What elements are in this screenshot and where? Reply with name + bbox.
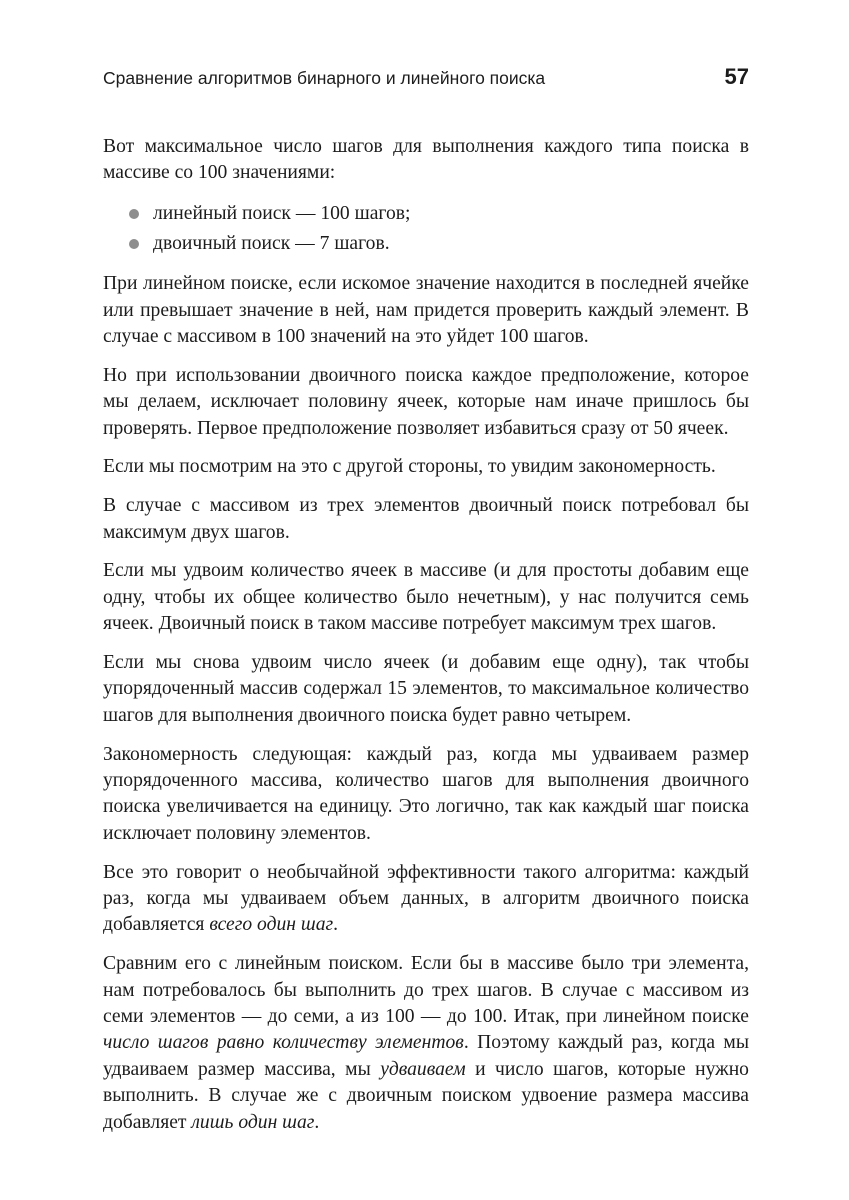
paragraph-double-again: Если мы снова удвоим число ячеек (и добавим еще одну), так чтобы упорядоченный массив содержал 15 элементов, то максимальное количество шагов для выполнения двоичного поиска будет равно четырем. (103, 652, 749, 726)
paragraph-compare (103, 951, 749, 1136)
list-item-text: двоичный поиск — 7 шагов. (153, 233, 390, 255)
chapter-title: Сравнение алгоритмов бинарного и линейного поиска (103, 68, 546, 88)
emphasis-text: удваиваем (380, 1058, 466, 1080)
paragraph-efficiency (103, 860, 749, 939)
body-text (103, 134, 749, 1149)
paragraph-double-cells: Если мы удвоим количество ячеек в массиве (и для простоты добавим еще одну, чтобы их общее количество было нечетным), у нас получится семь ячеек. Двоичный поиск в таком массиве потребует максимум трех шагов. (103, 560, 749, 635)
paragraph-pattern: Закономерность следующая: каждый раз, когда мы удваиваем размер упорядоченного массива, количество шагов для выполнения двоичного поиска увеличивается на единицу. Это логично, так как каждый шаг поиска исключает половину элементов. (103, 743, 749, 844)
bullet-icon (129, 209, 139, 219)
bullet-icon (129, 239, 139, 249)
text-run: . (333, 914, 339, 936)
paragraph-three-elements: В случае с массивом из трех элементов двоичный поиск потребовал бы максимум двух шагов. (103, 495, 749, 543)
list-item (103, 229, 749, 259)
paragraph-intro: Вот максимальное число шагов для выполнения каждого типа поиска в массиве со 100 значениями: (103, 136, 749, 184)
paragraph-linear-search: При линейном поиске, если искомое значение находится в последней ячейке или превышает значение в ней, нам придется проверить каждый элемент. В случае с массивом в 100 значений на это уйдет 100 шагов. (103, 273, 749, 348)
paragraph-other-side: Если мы посмотрим на это с другой стороны, то увидим закономерность. (103, 456, 716, 478)
list-item-text: линейный поиск — 100 шагов; (153, 203, 411, 225)
text-run: Все это говорит о необычайной эффективности такого алгоритма: каждый раз, когда мы удваиваем объем данных, в алгоритм двоичного поиска добавляется (103, 861, 749, 936)
bullet-list (103, 199, 749, 259)
emphasis-text: лишь один шаг (191, 1111, 315, 1133)
text-run: . (314, 1111, 320, 1133)
text-run: и число шагов, которые нужно выполнить. В случае же с двоичным поиском удвоение размера массива добавляет (103, 1058, 749, 1133)
text-run: . Поэтому каждый раз, когда мы удваиваем размер массива, мы (103, 1032, 749, 1080)
running-header (103, 64, 749, 94)
emphasis-text: число шагов равно количеству элементов (103, 1032, 464, 1054)
page-number: 57 (724, 64, 749, 89)
text-run: Сравним его с линейным поиском. Если бы в массиве было три элемента, нам потребовалось бы выполнить до трех шагов. В случае с массивом из семи элементов — до семи, а из 100 — до 100. Итак, при линейном поиске (103, 953, 749, 1028)
emphasis-text: всего один шаг (209, 914, 334, 936)
list-item (103, 199, 749, 229)
paragraph-binary-search: Но при использовании двоичного поиска каждое предположение, которое мы делаем, исключает половину ячеек, которые нам иначе пришлось бы проверять. Первое предположение позволяет избавиться сразу от 50 ячеек. (103, 364, 749, 439)
